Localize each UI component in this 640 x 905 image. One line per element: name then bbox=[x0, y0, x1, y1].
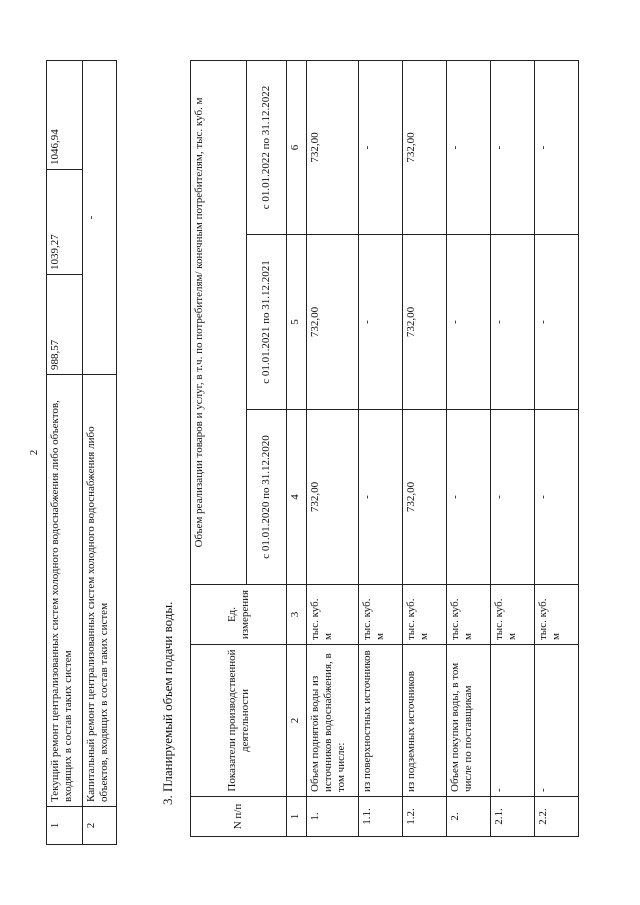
table-row bbox=[83, 61, 117, 845]
row-value-2022: 732,00 bbox=[307, 60, 359, 234]
row-num: 1.2. bbox=[403, 797, 447, 837]
header-volume: Объем реализации товаров и услуг, в т.ч. по потребителям/ конечным потребителям, тыс. куб. м bbox=[191, 60, 247, 584]
repair-table bbox=[46, 60, 117, 845]
col-number: 6 bbox=[287, 60, 307, 234]
col-number: 3 bbox=[287, 585, 307, 645]
row-name: - bbox=[535, 645, 579, 797]
row-unit: тыс. куб. м bbox=[359, 585, 403, 645]
row-number: 1 bbox=[47, 807, 83, 845]
row-num: 2.2. bbox=[535, 797, 579, 837]
merged-value: - bbox=[83, 61, 117, 375]
column-number-row bbox=[287, 60, 307, 836]
row-name: Объем поднятой воды из источников водоснабжения, в том числе: bbox=[307, 645, 359, 797]
row-unit: тыс. куб. м bbox=[535, 585, 579, 645]
header-indicator: Показатели производственной деятельности bbox=[191, 645, 287, 797]
header-row bbox=[191, 60, 247, 836]
row-value-2020: 732,00 bbox=[307, 410, 359, 585]
row-value-2022: - bbox=[447, 60, 491, 234]
table-row bbox=[491, 60, 535, 836]
row-unit: тыс. куб. м bbox=[403, 585, 447, 645]
row-value-2021: 732,00 bbox=[403, 235, 447, 410]
row-value-2022: - bbox=[535, 60, 579, 234]
row-unit: тыс. куб. м bbox=[447, 585, 491, 645]
row-number: 2 bbox=[83, 807, 117, 845]
row-name: из подземных источников bbox=[403, 645, 447, 797]
row-num: 1. bbox=[307, 797, 359, 837]
row-value-2021: - bbox=[447, 235, 491, 410]
section-title: 3. Планируемый объем подачи воды. bbox=[160, 601, 175, 805]
header-unit: Ед. измерения bbox=[191, 585, 287, 645]
row-value-2021: 732,00 bbox=[307, 235, 359, 410]
row-unit: тыс. куб. м bbox=[491, 585, 535, 645]
header-period-2021: с 01.01.2021 по 31.12.2021 bbox=[247, 235, 287, 410]
row-value-2020: - bbox=[535, 410, 579, 585]
table-row bbox=[447, 60, 491, 836]
row-value-2020: - bbox=[359, 410, 403, 585]
row-value-2021: - bbox=[491, 235, 535, 410]
col-number: 2 bbox=[287, 645, 307, 797]
col-number: 5 bbox=[287, 235, 307, 410]
header-period-2020: с 01.01.2020 по 31.12.2020 bbox=[247, 410, 287, 585]
row-text: Текущий ремонт централизованных систем холодного водоснабжения либо объектов, входящих в состав таких систем bbox=[47, 375, 83, 807]
col-number: 4 bbox=[287, 410, 307, 585]
header-num: N п/п bbox=[191, 797, 287, 837]
table-row bbox=[307, 60, 359, 836]
value-2021: 1039,27 bbox=[47, 170, 83, 275]
row-value-2022: 732,00 bbox=[403, 60, 447, 234]
table-row bbox=[403, 60, 447, 836]
row-value-2020: - bbox=[491, 410, 535, 585]
table-row bbox=[47, 61, 83, 845]
page-number: 2 bbox=[28, 449, 40, 456]
row-value-2020: 732,00 bbox=[403, 410, 447, 585]
row-value-2022: - bbox=[359, 60, 403, 234]
row-name: из поверхностных источников bbox=[359, 645, 403, 797]
row-num: 2. bbox=[447, 797, 491, 837]
row-value-2020: - bbox=[447, 410, 491, 585]
row-num: 1.1. bbox=[359, 797, 403, 837]
header-period-2022: с 01.01.2022 по 31.12.2022 bbox=[247, 60, 287, 234]
row-text: Капитальный ремонт централизованных систем холодного водоснабжения либо объектов, входящих в состав таких систем bbox=[83, 375, 117, 807]
row-unit: тыс. куб. м bbox=[307, 585, 359, 645]
row-name: - bbox=[491, 645, 535, 797]
row-value-2022: - bbox=[491, 60, 535, 234]
row-num: 2.1. bbox=[491, 797, 535, 837]
col-number: 1 bbox=[287, 797, 307, 837]
row-value-2021: - bbox=[359, 235, 403, 410]
value-2020: 988,57 bbox=[47, 275, 83, 375]
table-row bbox=[535, 60, 579, 836]
row-value-2021: - bbox=[535, 235, 579, 410]
row-name: Объем покупки воды, в том числе по поставщикам bbox=[447, 645, 491, 797]
water-supply-table bbox=[190, 60, 579, 837]
table-row bbox=[359, 60, 403, 836]
value-2022: 1046,94 bbox=[47, 61, 83, 170]
